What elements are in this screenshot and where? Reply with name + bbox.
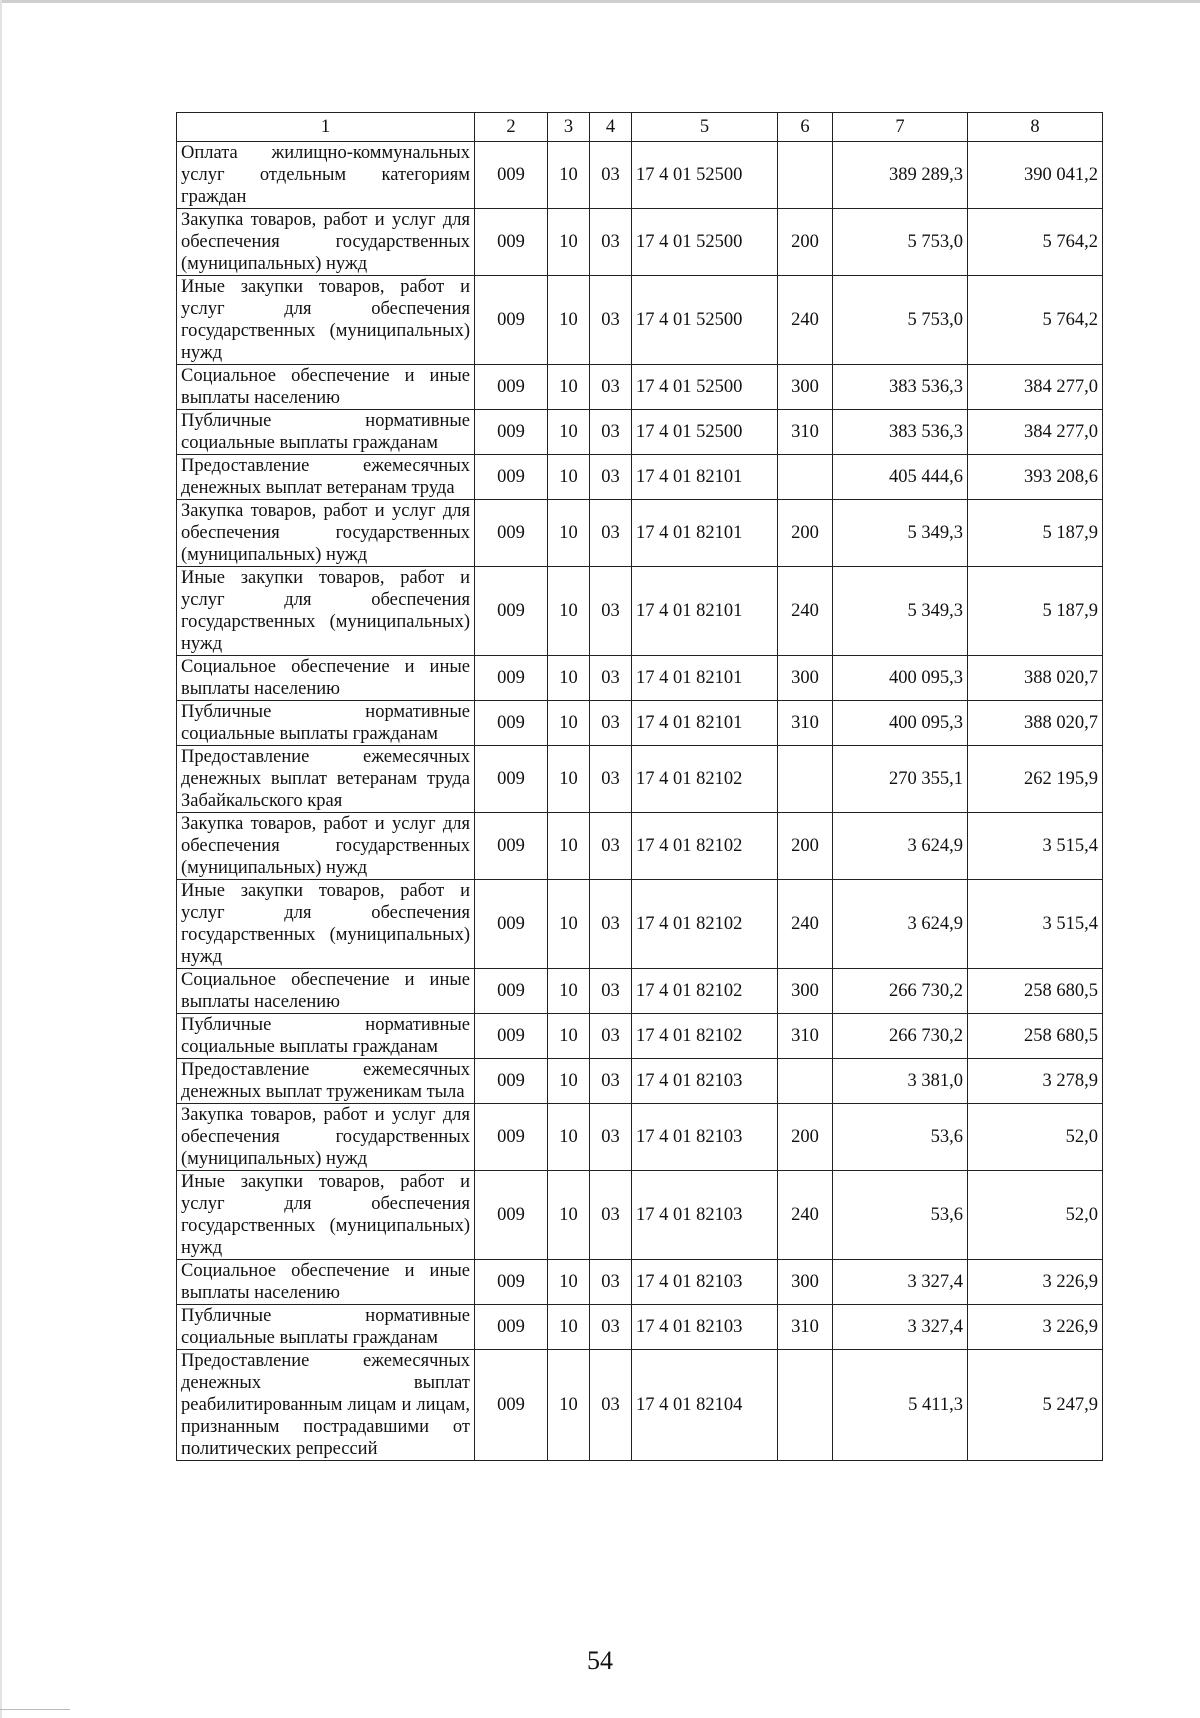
amount-year1-cell: 400 095,3 — [833, 656, 968, 701]
section-cell: 10 — [548, 500, 590, 567]
subsection-cell: 03 — [590, 209, 632, 276]
target-article-cell: 17 4 01 52500 — [632, 410, 778, 455]
subsection-cell: 03 — [590, 746, 632, 813]
amount-year1-cell: 405 444,6 — [833, 455, 968, 500]
target-article-cell: 17 4 01 82102 — [632, 880, 778, 969]
section-cell: 10 — [548, 813, 590, 880]
subsection-cell: 03 — [590, 880, 632, 969]
table-row — [177, 1059, 1103, 1104]
subsection-cell: 03 — [590, 567, 632, 656]
table-row — [177, 1350, 1103, 1461]
amount-year1-cell: 53,6 — [833, 1104, 968, 1171]
row-name-cell: Публичные нормативные социальные выплаты гражданам — [177, 1305, 475, 1350]
section-cell: 10 — [548, 1059, 590, 1104]
target-article-cell: 17 4 01 82102 — [632, 746, 778, 813]
amount-year2-cell: 393 208,6 — [968, 455, 1103, 500]
target-article-cell: 17 4 01 82103 — [632, 1260, 778, 1305]
header-cell: 5 — [632, 113, 778, 142]
row-name-cell: Закупка товаров, работ и услуг для обеспечения государственных (муниципальных) нужд — [177, 500, 475, 567]
scan-edge-left — [0, 0, 2, 1718]
header-cell: 3 — [548, 113, 590, 142]
section-cell: 10 — [548, 410, 590, 455]
amount-year2-cell: 258 680,5 — [968, 969, 1103, 1014]
subsection-cell: 03 — [590, 1350, 632, 1461]
table-row — [177, 365, 1103, 410]
amount-year1-cell: 5 753,0 — [833, 209, 968, 276]
amount-year2-cell: 3 515,4 — [968, 813, 1103, 880]
subsection-cell: 03 — [590, 410, 632, 455]
amount-year1-cell: 270 355,1 — [833, 746, 968, 813]
amount-year2-cell: 262 195,9 — [968, 746, 1103, 813]
table-row — [177, 567, 1103, 656]
amount-year1-cell: 3 624,9 — [833, 813, 968, 880]
target-article-cell: 17 4 01 52500 — [632, 276, 778, 365]
row-name-cell: Иные закупки товаров, работ и услуг для обеспечения государственных (муниципальных) нужд — [177, 1171, 475, 1260]
target-article-cell: 17 4 01 82103 — [632, 1305, 778, 1350]
expense-type-cell — [778, 1350, 833, 1461]
expense-type-cell: 310 — [778, 410, 833, 455]
amount-year2-cell: 5 764,2 — [968, 209, 1103, 276]
expense-type-cell: 240 — [778, 567, 833, 656]
section-cell: 10 — [548, 365, 590, 410]
amount-year2-cell: 258 680,5 — [968, 1014, 1103, 1059]
amount-year2-cell: 52,0 — [968, 1104, 1103, 1171]
admin-code-cell: 009 — [475, 1350, 548, 1461]
row-name-cell: Закупка товаров, работ и услуг для обеспечения государственных (муниципальных) нужд — [177, 209, 475, 276]
target-article-cell: 17 4 01 82103 — [632, 1171, 778, 1260]
subsection-cell: 03 — [590, 1059, 632, 1104]
admin-code-cell: 009 — [475, 969, 548, 1014]
target-article-cell: 17 4 01 52500 — [632, 209, 778, 276]
table-row — [177, 969, 1103, 1014]
section-cell: 10 — [548, 1014, 590, 1059]
section-cell: 10 — [548, 567, 590, 656]
admin-code-cell: 009 — [475, 1059, 548, 1104]
amount-year1-cell: 400 095,3 — [833, 701, 968, 746]
admin-code-cell: 009 — [475, 455, 548, 500]
row-name-cell: Публичные нормативные социальные выплаты гражданам — [177, 1014, 475, 1059]
expense-type-cell: 240 — [778, 1171, 833, 1260]
target-article-cell: 17 4 01 82101 — [632, 455, 778, 500]
subsection-cell: 03 — [590, 276, 632, 365]
subsection-cell: 03 — [590, 142, 632, 209]
subsection-cell: 03 — [590, 1014, 632, 1059]
target-article-cell: 17 4 01 52500 — [632, 142, 778, 209]
header-row — [177, 113, 1103, 142]
target-article-cell: 17 4 01 82102 — [632, 969, 778, 1014]
row-name-cell: Социальное обеспечение и иные выплаты населению — [177, 656, 475, 701]
target-article-cell: 17 4 01 82102 — [632, 1014, 778, 1059]
scan-edge-bottom — [0, 1709, 70, 1710]
expense-type-cell: 200 — [778, 500, 833, 567]
header-cell: 1 — [177, 113, 475, 142]
admin-code-cell: 009 — [475, 276, 548, 365]
expense-type-cell — [778, 1059, 833, 1104]
section-cell: 10 — [548, 1260, 590, 1305]
expense-type-cell — [778, 746, 833, 813]
expense-type-cell — [778, 142, 833, 209]
header-cell: 2 — [475, 113, 548, 142]
amount-year1-cell: 389 289,3 — [833, 142, 968, 209]
admin-code-cell: 009 — [475, 410, 548, 455]
section-cell: 10 — [548, 455, 590, 500]
amount-year2-cell: 384 277,0 — [968, 365, 1103, 410]
amount-year2-cell: 5 764,2 — [968, 276, 1103, 365]
expense-type-cell — [778, 455, 833, 500]
amount-year2-cell: 5 247,9 — [968, 1350, 1103, 1461]
admin-code-cell: 009 — [475, 701, 548, 746]
amount-year2-cell: 5 187,9 — [968, 567, 1103, 656]
table-row — [177, 1260, 1103, 1305]
table-row — [177, 746, 1103, 813]
subsection-cell: 03 — [590, 365, 632, 410]
amount-year2-cell: 3 515,4 — [968, 880, 1103, 969]
admin-code-cell: 009 — [475, 1260, 548, 1305]
amount-year1-cell: 383 536,3 — [833, 365, 968, 410]
row-name-cell: Публичные нормативные социальные выплаты гражданам — [177, 701, 475, 746]
expense-type-cell: 300 — [778, 365, 833, 410]
section-cell: 10 — [548, 1171, 590, 1260]
amount-year1-cell: 3 327,4 — [833, 1260, 968, 1305]
expense-type-cell: 200 — [778, 209, 833, 276]
amount-year2-cell: 5 187,9 — [968, 500, 1103, 567]
amount-year2-cell: 384 277,0 — [968, 410, 1103, 455]
row-name-cell: Иные закупки товаров, работ и услуг для обеспечения государственных (муниципальных) нужд — [177, 276, 475, 365]
subsection-cell: 03 — [590, 455, 632, 500]
expense-type-cell: 310 — [778, 1305, 833, 1350]
admin-code-cell: 009 — [475, 1014, 548, 1059]
section-cell: 10 — [548, 746, 590, 813]
amount-year1-cell: 383 536,3 — [833, 410, 968, 455]
row-name-cell: Иные закупки товаров, работ и услуг для обеспечения государственных (муниципальных) нужд — [177, 567, 475, 656]
amount-year1-cell: 3 381,0 — [833, 1059, 968, 1104]
row-name-cell: Предоставление ежемесячных денежных выплат реабилитированным лицам и лицам, признанным пострадавшими от политических репрессий — [177, 1350, 475, 1461]
target-article-cell: 17 4 01 82101 — [632, 701, 778, 746]
expense-type-cell: 240 — [778, 880, 833, 969]
target-article-cell: 17 4 01 82104 — [632, 1350, 778, 1461]
header-cell: 6 — [778, 113, 833, 142]
table-row — [177, 701, 1103, 746]
subsection-cell: 03 — [590, 1171, 632, 1260]
admin-code-cell: 009 — [475, 365, 548, 410]
header-cell: 7 — [833, 113, 968, 142]
table-row — [177, 276, 1103, 365]
row-name-cell: Закупка товаров, работ и услуг для обеспечения государственных (муниципальных) нужд — [177, 1104, 475, 1171]
amount-year1-cell: 5 411,3 — [833, 1350, 968, 1461]
amount-year2-cell: 3 226,9 — [968, 1305, 1103, 1350]
table-row — [177, 1104, 1103, 1171]
target-article-cell: 17 4 01 82101 — [632, 656, 778, 701]
row-name-cell: Публичные нормативные социальные выплаты гражданам — [177, 410, 475, 455]
table-row — [177, 500, 1103, 567]
table-row — [177, 656, 1103, 701]
header-cell: 4 — [590, 113, 632, 142]
subsection-cell: 03 — [590, 500, 632, 567]
row-name-cell: Иные закупки товаров, работ и услуг для обеспечения государственных (муниципальных) нужд — [177, 880, 475, 969]
admin-code-cell: 009 — [475, 813, 548, 880]
expense-type-cell: 200 — [778, 813, 833, 880]
section-cell: 10 — [548, 969, 590, 1014]
budget-table — [176, 112, 1103, 1461]
section-cell: 10 — [548, 1305, 590, 1350]
section-cell: 10 — [548, 142, 590, 209]
table-row — [177, 410, 1103, 455]
table-row — [177, 209, 1103, 276]
section-cell: 10 — [548, 701, 590, 746]
row-name-cell: Социальное обеспечение и иные выплаты населению — [177, 969, 475, 1014]
admin-code-cell: 009 — [475, 567, 548, 656]
admin-code-cell: 009 — [475, 1104, 548, 1171]
admin-code-cell: 009 — [475, 500, 548, 567]
amount-year1-cell: 53,6 — [833, 1171, 968, 1260]
table-row — [177, 880, 1103, 969]
expense-type-cell: 240 — [778, 276, 833, 365]
subsection-cell: 03 — [590, 656, 632, 701]
expense-type-cell: 200 — [778, 1104, 833, 1171]
subsection-cell: 03 — [590, 701, 632, 746]
row-name-cell: Закупка товаров, работ и услуг для обеспечения государственных (муниципальных) нужд — [177, 813, 475, 880]
target-article-cell: 17 4 01 82101 — [632, 500, 778, 567]
expense-type-cell: 300 — [778, 1260, 833, 1305]
section-cell: 10 — [548, 209, 590, 276]
expense-type-cell: 300 — [778, 969, 833, 1014]
row-name-cell: Предоставление ежемесячных денежных выплат ветеранам труда Забайкальского края — [177, 746, 475, 813]
row-name-cell: Предоставление ежемесячных денежных выплат труженикам тыла — [177, 1059, 475, 1104]
amount-year2-cell: 3 278,9 — [968, 1059, 1103, 1104]
admin-code-cell: 009 — [475, 209, 548, 276]
target-article-cell: 17 4 01 82101 — [632, 567, 778, 656]
section-cell: 10 — [548, 656, 590, 701]
admin-code-cell: 009 — [475, 656, 548, 701]
target-article-cell: 17 4 01 52500 — [632, 365, 778, 410]
section-cell: 10 — [548, 276, 590, 365]
amount-year2-cell: 3 226,9 — [968, 1260, 1103, 1305]
admin-code-cell: 009 — [475, 142, 548, 209]
amount-year2-cell: 388 020,7 — [968, 701, 1103, 746]
admin-code-cell: 009 — [475, 1171, 548, 1260]
amount-year1-cell: 3 327,4 — [833, 1305, 968, 1350]
row-name-cell: Социальное обеспечение и иные выплаты населению — [177, 365, 475, 410]
amount-year2-cell: 390 041,2 — [968, 142, 1103, 209]
table-row — [177, 1171, 1103, 1260]
amount-year2-cell: 388 020,7 — [968, 656, 1103, 701]
table-row — [177, 1305, 1103, 1350]
table-row — [177, 813, 1103, 880]
section-cell: 10 — [548, 1104, 590, 1171]
subsection-cell: 03 — [590, 1104, 632, 1171]
row-name-cell: Оплата жилищно-коммунальных услуг отдельным категориям граждан — [177, 142, 475, 209]
subsection-cell: 03 — [590, 813, 632, 880]
section-cell: 10 — [548, 880, 590, 969]
table-row — [177, 1014, 1103, 1059]
subsection-cell: 03 — [590, 1260, 632, 1305]
expense-type-cell: 310 — [778, 701, 833, 746]
expense-type-cell: 310 — [778, 1014, 833, 1059]
target-article-cell: 17 4 01 82103 — [632, 1104, 778, 1171]
amount-year1-cell: 266 730,2 — [833, 1014, 968, 1059]
header-cell: 8 — [968, 113, 1103, 142]
subsection-cell: 03 — [590, 969, 632, 1014]
subsection-cell: 03 — [590, 1305, 632, 1350]
expense-type-cell: 300 — [778, 656, 833, 701]
admin-code-cell: 009 — [475, 1305, 548, 1350]
row-name-cell: Предоставление ежемесячных денежных выплат ветеранам труда — [177, 455, 475, 500]
admin-code-cell: 009 — [475, 746, 548, 813]
amount-year1-cell: 3 624,9 — [833, 880, 968, 969]
section-cell: 10 — [548, 1350, 590, 1461]
amount-year1-cell: 5 349,3 — [833, 567, 968, 656]
amount-year1-cell: 5 753,0 — [833, 276, 968, 365]
amount-year1-cell: 266 730,2 — [833, 969, 968, 1014]
amount-year2-cell: 52,0 — [968, 1171, 1103, 1260]
row-name-cell: Социальное обеспечение и иные выплаты населению — [177, 1260, 475, 1305]
page-number: 54 — [587, 1646, 613, 1675]
scan-edge-top — [0, 0, 1200, 3]
target-article-cell: 17 4 01 82103 — [632, 1059, 778, 1104]
admin-code-cell: 009 — [475, 880, 548, 969]
table-row — [177, 455, 1103, 500]
amount-year1-cell: 5 349,3 — [833, 500, 968, 567]
target-article-cell: 17 4 01 82102 — [632, 813, 778, 880]
table-row — [177, 142, 1103, 209]
